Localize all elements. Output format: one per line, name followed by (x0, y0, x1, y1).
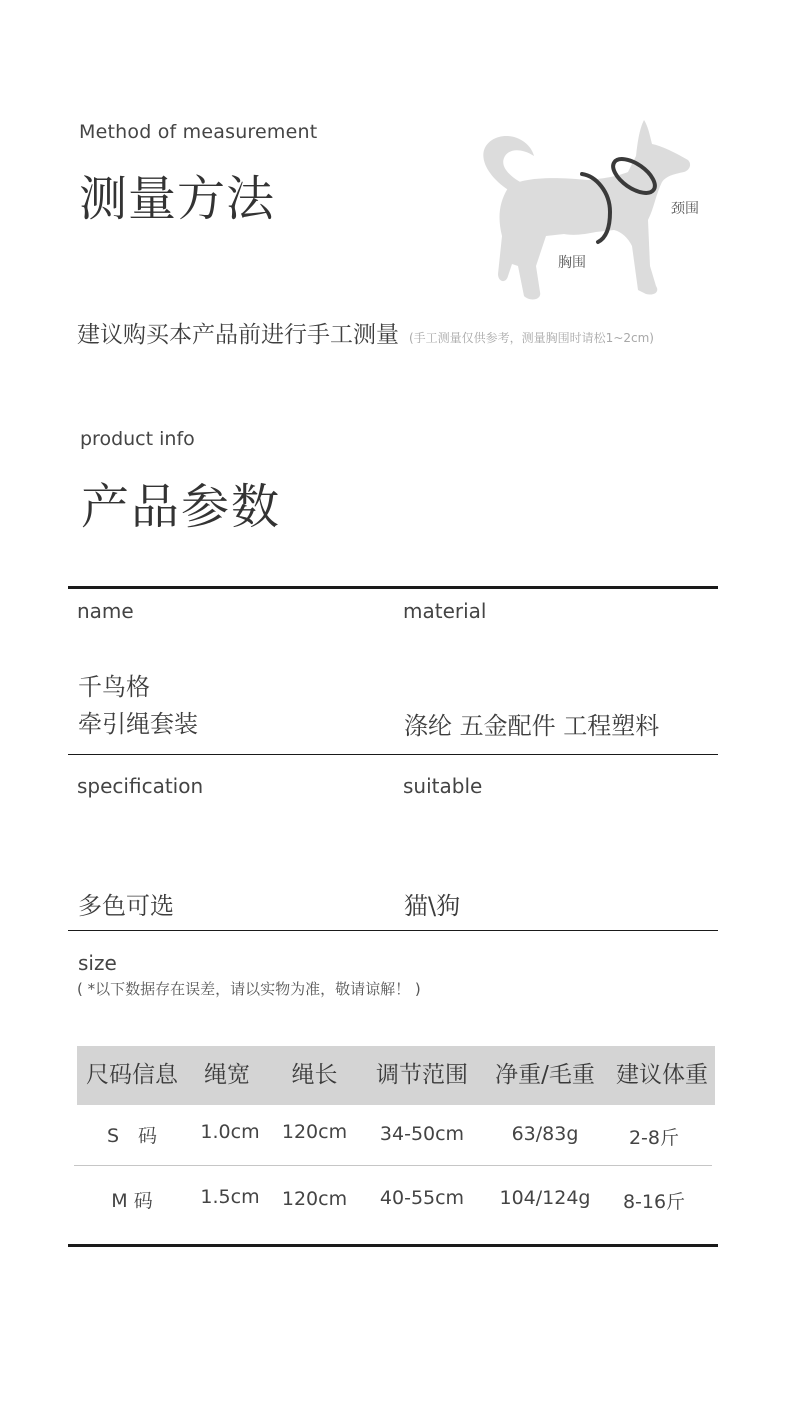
header-size: 尺码信息 (86, 1062, 178, 1088)
size-note: ( *以下数据存在误差，请以实物为准，敬请谅解！ ) (77, 980, 421, 998)
row-m-weight: 104/124g (499, 1187, 591, 1209)
header-rope-width: 绳宽 (204, 1062, 250, 1088)
suitable-label: suitable (403, 774, 483, 798)
chest-girth-label: 胸围 (558, 255, 586, 271)
table-top-rule (68, 586, 718, 589)
size-label: size (78, 951, 117, 975)
name-value-line2: 牵引绳套装 (78, 710, 198, 738)
row-m-size: M 码 (111, 1190, 153, 1212)
table-bottom-rule (68, 1244, 718, 1247)
product-info-title-en: product info (80, 428, 195, 450)
row-m-suggested: 8-16斤 (622, 1191, 686, 1213)
advice-note: (手工测量仅供参考，测量胸围时请松1~2cm) (409, 331, 654, 345)
advice-text: 建议购买本产品前进行手工测量 (77, 322, 399, 348)
row-m-width: 1.5cm (200, 1186, 260, 1208)
row-divider (74, 1165, 712, 1166)
row-s-width: 1.0cm (200, 1121, 260, 1143)
row-m-length: 120cm (281, 1188, 348, 1210)
header-rope-length: 绳长 (291, 1062, 338, 1088)
specification-value: 多色可选 (78, 892, 174, 920)
name-value (78, 669, 198, 743)
header-adjust-range: 调节范围 (376, 1062, 468, 1088)
row-s-weight: 63/83g (511, 1123, 579, 1145)
row-s-size: S 码 (106, 1125, 158, 1147)
neck-girth-label: 颈围 (671, 201, 699, 217)
name-value-line1: 千鸟格 (78, 673, 150, 701)
suitable-value: 猫\狗 (404, 892, 461, 920)
measurement-title: 测量方法 (79, 171, 276, 227)
material-value: 涤纶 五金配件 工程塑料 (404, 712, 660, 740)
measurement-title-en: Method of measurement (79, 121, 318, 143)
divider-1 (68, 754, 718, 755)
product-info-title: 产品参数 (81, 479, 282, 535)
row-s-range: 34-50cm (379, 1123, 465, 1145)
row-m-range: 40-55cm (379, 1187, 465, 1209)
row-s-suggested: 2-8斤 (628, 1127, 680, 1149)
header-weight: 净重/毛重 (495, 1062, 595, 1088)
size-table-header (77, 1046, 715, 1105)
measurement-advice (77, 316, 654, 349)
specification-label: specification (77, 774, 204, 798)
name-label: name (77, 599, 134, 623)
material-label: material (403, 599, 487, 623)
row-s-length: 120cm (281, 1121, 348, 1143)
header-suggested-weight: 建议体重 (616, 1062, 708, 1088)
divider-2 (68, 930, 718, 931)
